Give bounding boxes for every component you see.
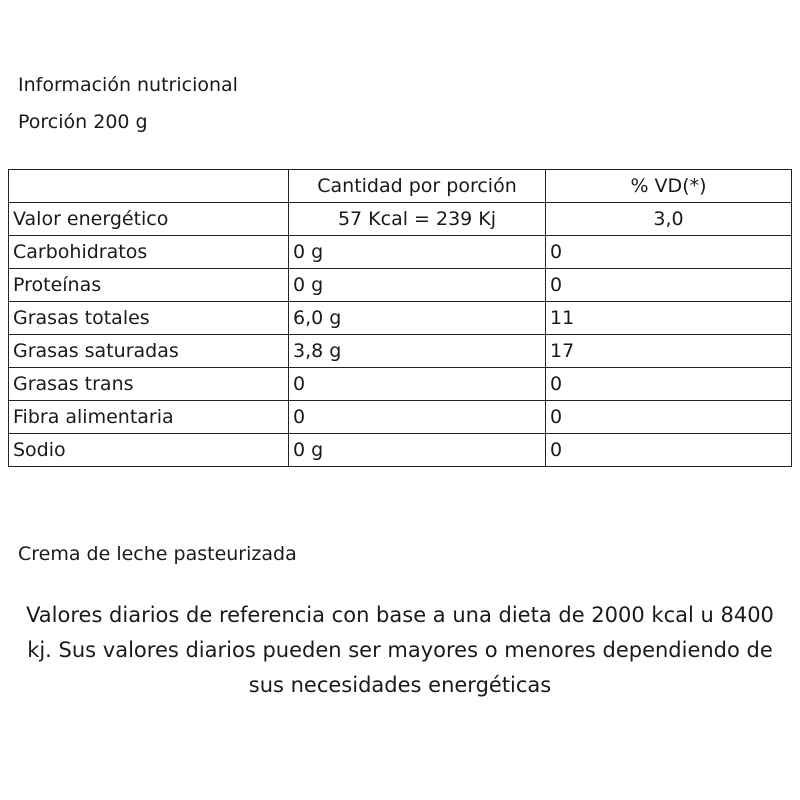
label-title: Información nutricional <box>18 74 238 96</box>
nutrient-daily-value: 0 <box>546 269 792 302</box>
nutrient-name: Sodio <box>9 434 289 467</box>
footnote-line: sus necesidades energéticas <box>248 673 552 697</box>
nutrient-daily-value: 0 <box>546 401 792 434</box>
table-row-energy <box>9 203 792 236</box>
nutrient-name: Grasas trans <box>9 368 289 401</box>
nutrition-table <box>8 169 792 467</box>
nutrient-quantity: 0 <box>289 401 546 434</box>
table-header-row <box>9 170 792 203</box>
header-cell-nutrient <box>9 170 289 203</box>
header-cell-quantity: Cantidad por porción <box>289 170 546 203</box>
nutrient-name: Grasas saturadas <box>9 335 289 368</box>
nutrient-name: Proteínas <box>9 269 289 302</box>
nutrient-quantity: 3,8 g <box>289 335 546 368</box>
table-row <box>9 269 792 302</box>
nutrient-daily-value: 0 <box>546 434 792 467</box>
nutrient-daily-value: 17 <box>546 335 792 368</box>
nutrient-daily-value: 11 <box>546 302 792 335</box>
daily-value-footnote <box>0 598 800 703</box>
nutrient-daily-value: 0 <box>546 236 792 269</box>
nutrient-name: Grasas totales <box>9 302 289 335</box>
nutrient-quantity: 0 g <box>289 434 546 467</box>
footnote-line: Valores diarios de referencia con base a una dieta de 2000 kcal u 8400 <box>26 603 774 627</box>
nutrient-name: Fibra alimentaria <box>9 401 289 434</box>
nutrient-quantity: 0 g <box>289 236 546 269</box>
table-row <box>9 236 792 269</box>
table-row <box>9 401 792 434</box>
table-row <box>9 434 792 467</box>
table-row <box>9 335 792 368</box>
nutrient-daily-value: 3,0 <box>546 203 792 236</box>
table-row <box>9 368 792 401</box>
footnote-line: kj. Sus valores diarios pueden ser mayores o menores dependiendo de <box>27 638 773 662</box>
nutrient-quantity: 57 Kcal = 239 Kj <box>289 203 546 236</box>
nutrient-quantity: 6,0 g <box>289 302 546 335</box>
nutrient-quantity: 0 g <box>289 269 546 302</box>
product-description: Crema de leche pasteurizada <box>18 543 297 565</box>
nutrient-name: Carbohidratos <box>9 236 289 269</box>
portion-size: Porción 200 g <box>18 111 148 133</box>
header-cell-daily-value: % VD(*) <box>546 170 792 203</box>
nutrient-name: Valor energético <box>9 203 289 236</box>
nutrient-quantity: 0 <box>289 368 546 401</box>
nutrient-daily-value: 0 <box>546 368 792 401</box>
table-row <box>9 302 792 335</box>
